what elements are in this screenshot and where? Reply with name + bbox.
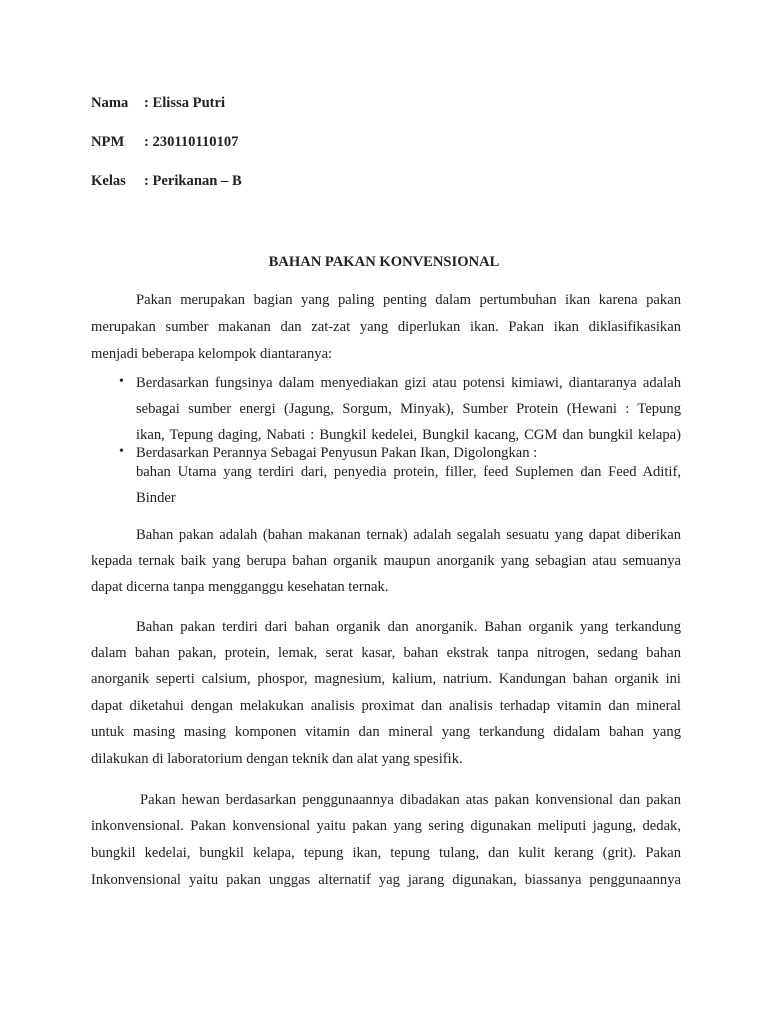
paragraph-line: bungkil kedelai, bungkil kelapa, tepung ikan, tepung tulang, dan kulit kerang (grit). Pakan bbox=[91, 845, 681, 861]
nama-value: : Elissa Putri bbox=[144, 95, 226, 111]
paragraph-line: dapat dicerna tanpa mengganggu kesehatan ternak. bbox=[91, 579, 389, 595]
paragraph-line: dalam bahan pakan, protein, lemak, serat kasar, bahan ekstrak tanpa nitrogen, sedang bahan bbox=[91, 645, 681, 661]
npm-row bbox=[91, 133, 681, 151]
kelas-label: Kelas bbox=[91, 173, 126, 189]
document-title: BAHAN PAKAN KONVENSIONAL bbox=[268, 254, 500, 270]
bullet-line: Berdasarkan Perannya Sebagai Penyusun Pakan Ikan, Digolongkan : bbox=[136, 445, 538, 461]
paragraph-line: Bahan pakan terdiri dari bahan organik dan anorganik. Bahan organik yang terkandung bbox=[136, 619, 681, 635]
kelas-value: : Perikanan – B bbox=[144, 173, 242, 189]
paragraph-line: anorganik seperti calsium, phospor, magnesium, kalium, natrium. Kandungan bahan organik ini bbox=[91, 671, 681, 687]
paragraph-line: Inkonvensional yaitu pakan unggas alternatif yag jarang digunakan, biassanya penggunaannya bbox=[91, 872, 681, 888]
npm-value: : 230110110107 bbox=[144, 134, 239, 150]
nama-row bbox=[91, 94, 681, 112]
npm-label: NPM bbox=[91, 134, 125, 150]
paragraph-line: untuk masing masing komponen vitamin dan mineral yang terkandung didalam bahan yang bbox=[91, 724, 681, 740]
paragraph-line: Bahan pakan adalah (bahan makanan ternak) adalah segalah sesuatu yang dapat diberikan bbox=[136, 527, 681, 543]
bullet-icon: • bbox=[119, 374, 124, 389]
kelas-row bbox=[91, 172, 681, 190]
paragraph-line: dapat diketahui dengan melakukan analisis proximat dan analisis terhadap vitamin dan mineral bbox=[91, 698, 681, 714]
bullet-line: Berdasarkan fungsinya dalam menyediakan gizi atau potensi kimiawi, diantaranya adalah bbox=[136, 375, 681, 391]
paragraph-line: merupakan sumber makanan dan zat-zat yang diperlukan ikan. Pakan ikan diklasifikasikan bbox=[91, 319, 681, 335]
paragraph-line: Pakan hewan berdasarkan penggunaannya dibadakan atas pakan konvensional dan pakan bbox=[140, 792, 681, 808]
paragraph-line: dilakukan di laboratorium dengan teknik dan alat yang spesifik. bbox=[91, 751, 463, 767]
bullet-line: bahan Utama yang terdiri dari, penyedia protein, filler, feed Suplemen dan Feed Aditif, bbox=[136, 464, 681, 480]
nama-label: Nama bbox=[91, 95, 129, 111]
bullet-icon: • bbox=[119, 444, 124, 459]
bullet-line: Binder bbox=[136, 490, 176, 506]
paragraph-line: inkonvensional. Pakan konvensional yaitu pakan yang sering digunakan meliputi jagung, dedak, bbox=[91, 818, 681, 834]
bullet-line: sebagai sumber energi (Jagung, Sorgum, Minyak), Sumber Protein (Hewani : Tepung bbox=[136, 401, 681, 417]
paragraph-line: kepada ternak baik yang berupa bahan organik maupun anorganik yang sebagian atau semuanya bbox=[91, 553, 681, 569]
bullet-line: ikan, Tepung daging, Nabati : Bungkil kedelei, Bungkil kacang, CGM dan bungkil kelapa) bbox=[136, 427, 681, 443]
paragraph-line: menjadi beberapa kelompok diantaranya: bbox=[91, 346, 333, 362]
paragraph-line: Pakan merupakan bagian yang paling penting dalam pertumbuhan ikan karena pakan bbox=[136, 292, 681, 308]
